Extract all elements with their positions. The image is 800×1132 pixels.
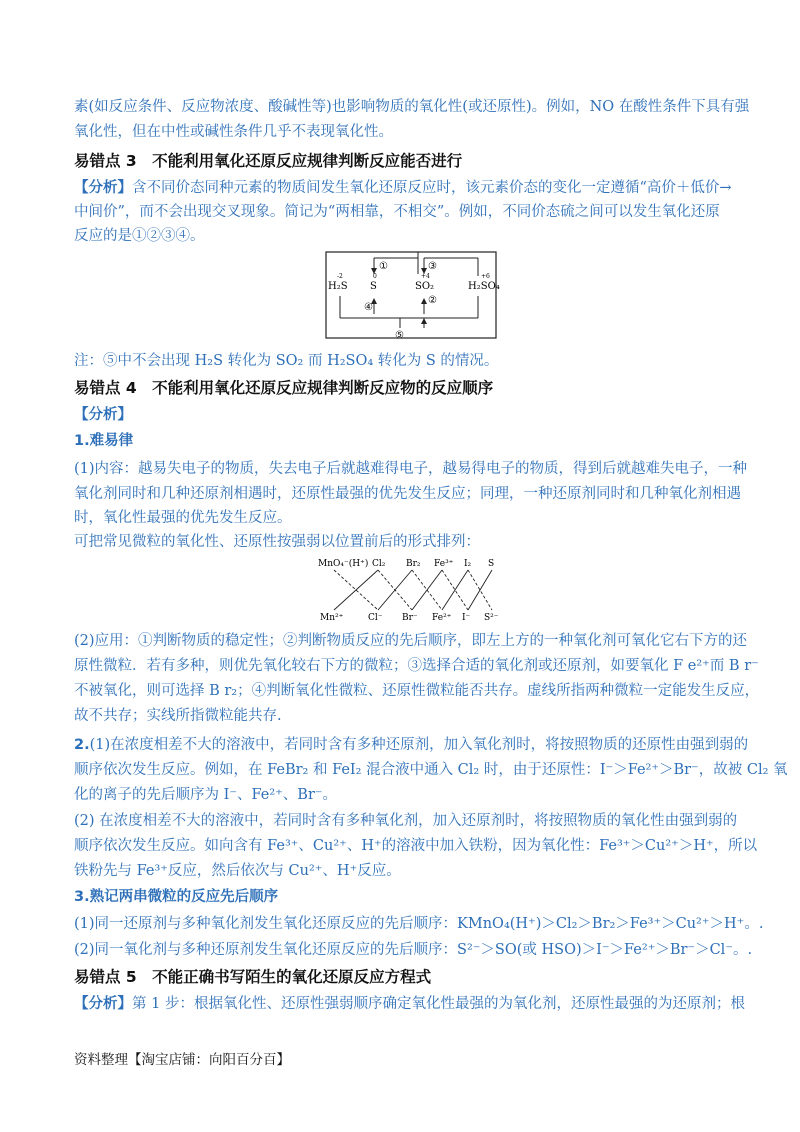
valence-s: 0 [373, 273, 377, 280]
bottom-fe2: Fe²⁺ [432, 613, 452, 623]
species-so2: SO₂ [415, 281, 435, 292]
section-heading-3: 易错点 3 不能利用氧化还原反应规律判断反应能否进行 [74, 152, 463, 170]
text-line: 顺序依次发生反应。例如，在 FeBr₂ 和 FeI₂ 混合液中通入 Cl₂ 时，由于还原性：I⁻＞Fe²⁺＞Br⁻，故被 Cl₂ 氧 [74, 762, 788, 778]
text-line: 化的离子的先后顺序为 I⁻、Fe²⁺、Br⁻。 [74, 787, 338, 803]
analysis-tag: 【分析】 [74, 180, 132, 196]
text-line: 中间价”，而不会出现交叉现象。简记为“两相靠，不相交”。例如，不同价态硫之间可以发生氧化还原 [74, 204, 720, 220]
section-heading-5: 易错点 5 不能正确书写陌生的氧化还原反应方程式 [74, 968, 432, 986]
text-line: 铁粉先与 Fe³⁺反应，然后依次与 Cu²⁺、H⁺反应。 [74, 863, 401, 879]
text-line: (2)应用：①判断物质的稳定性；②判断物质反应的先后顺序，即左上方的一种氧化剂可氧化它右下方的还 [74, 633, 748, 649]
text-line: (1)内容：越易失电子的物质，失去电子后就越难得电子，越易得电子的物质，得到后就越难失电子，一种 [74, 461, 748, 477]
text-line: 氧化剂同时和几种还原剂相遇时，还原性最强的优先发生反应；同理，一种还原剂同时和几种氧化剂相遇 [74, 486, 741, 502]
top-cl2: Cl₂ [372, 559, 386, 569]
text-line: 故不共存；实线所指微粒能共存. [74, 708, 282, 724]
text-line: (1)同一还原剂与多种氧化剂发生氧化还原反应的先后顺序：KMnO₄(H⁺)＞Cl₂＞Br₂＞Fe³⁺＞Cu²⁺＞H⁺。. [74, 916, 764, 932]
arrow-label-5: ⑤ [395, 330, 404, 341]
arrow-label-2: ② [428, 295, 437, 306]
text-line: 氧化性，但在中性或碱性条件几乎不表现氧化性。 [74, 124, 393, 140]
text-line: 可把常见微粒的氧化性、还原性按强弱以位置前后的形式排列： [74, 534, 480, 550]
page-footer: 资料整理【淘宝店铺：向阳百分百】 [74, 1052, 290, 1068]
sulfur-valence-diagram [318, 248, 504, 344]
analysis-text: 含不同价态同种元素的物质间发生氧化还原反应时，该元素价态的变化一定遵循“高价＋低价→ [132, 180, 732, 196]
arrow-label-4: ④ [364, 302, 373, 313]
analysis-line [74, 177, 732, 199]
analysis-text: 第 1 步：根据氧化性、还原性强弱顺序确定氧化性最强的为氧化剂，还原性最强的为还原剂；根 [132, 996, 745, 1012]
text-line: (2)同一氧化剂与多种还原剂发生氧化还原反应的先后顺序：S²⁻＞SO(或 HSO)＞I⁻＞Fe²⁺＞Br⁻＞Cl⁻。. [74, 942, 753, 958]
text-line: 时，氧化性最强的优先发生反应。 [74, 510, 292, 526]
top-s: S [488, 559, 495, 569]
species-s: S [370, 281, 377, 292]
species-h2so4: H₂SO₄ [468, 281, 500, 292]
subsection-heading-1: 1.难易律 [74, 433, 134, 449]
section-heading-4: 易错点 4 不能利用氧化还原反应规律判断反应物的反应顺序 [74, 379, 494, 397]
analysis-line [74, 993, 745, 1015]
top-br2: Br₂ [406, 559, 421, 569]
subsection-heading-3: 3.熟记两串微粒的反应先后顺序 [74, 889, 279, 905]
bottom-br: Br⁻ [402, 613, 418, 623]
text-line: 顺序依次发生反应。如向含有 Fe³⁺、Cu²⁺、H⁺的溶液中加入铁粉，因为氧化性：Fe³⁺＞Cu²⁺＞H⁺，所以 [74, 838, 758, 854]
bottom-cl: Cl⁻ [368, 613, 383, 623]
text-line: (2) 在浓度相差不大的溶液中，若同时含有多种氧化剂，加入还原剂时，将按照物质的氧化性由强到弱的 [74, 813, 738, 829]
bottom-s2: S²⁻ [484, 613, 499, 623]
subsection-2-text: (1)在浓度相差不大的溶液中，若同时含有多种还原剂，加入氧化剂时，将按照物质的还原性由强到弱的 [89, 737, 749, 753]
bottom-i: I⁻ [462, 613, 471, 623]
redox-order-diagram [316, 552, 506, 624]
outer-frame [326, 252, 496, 338]
valence-so2: +4 [421, 273, 430, 280]
note-line: 注：⑤中不会出现 H₂S 转化为 SO₂ 而 H₂SO₄ 转化为 S 的情况。 [74, 353, 499, 369]
text-line: 不被氧化，则可选择 B r₂；④判断氧化性微粒、还原性微粒能否共存。虚线所指两种微粒一定能发生反应， [74, 683, 760, 699]
valence-h2s: -2 [337, 273, 343, 280]
text-line [74, 734, 749, 756]
text-line: 原性微粒．若有多种，则优先氧化较右下方的微粒；③选择合适的氧化剂或还原剂，如要氧化 F e²⁺而 B r⁻ [74, 658, 759, 674]
arrow-label-1: ① [379, 261, 388, 272]
arrow-label-3: ③ [428, 261, 437, 272]
top-i2: I₂ [464, 559, 472, 569]
text-line: 素(如反应条件、反应物浓度、酸碱性等)也影响物质的氧化性(或还原性)。例如，NO 在酸性条件下具有强 [74, 99, 750, 115]
bottom-mn2: Mn²⁺ [320, 613, 344, 623]
top-mno4: MnO₄⁻(H⁺) [318, 559, 369, 569]
analysis-tag: 【分析】 [74, 996, 132, 1012]
top-fe3: Fe³⁺ [434, 559, 454, 569]
subsection-number-2: 2. [74, 737, 90, 753]
analysis-tag: 【分析】 [74, 407, 132, 423]
text-line: 反应的是①②③④。 [74, 228, 205, 244]
species-h2s: H₂S [328, 281, 348, 292]
valence-h2so4: +6 [481, 273, 490, 280]
